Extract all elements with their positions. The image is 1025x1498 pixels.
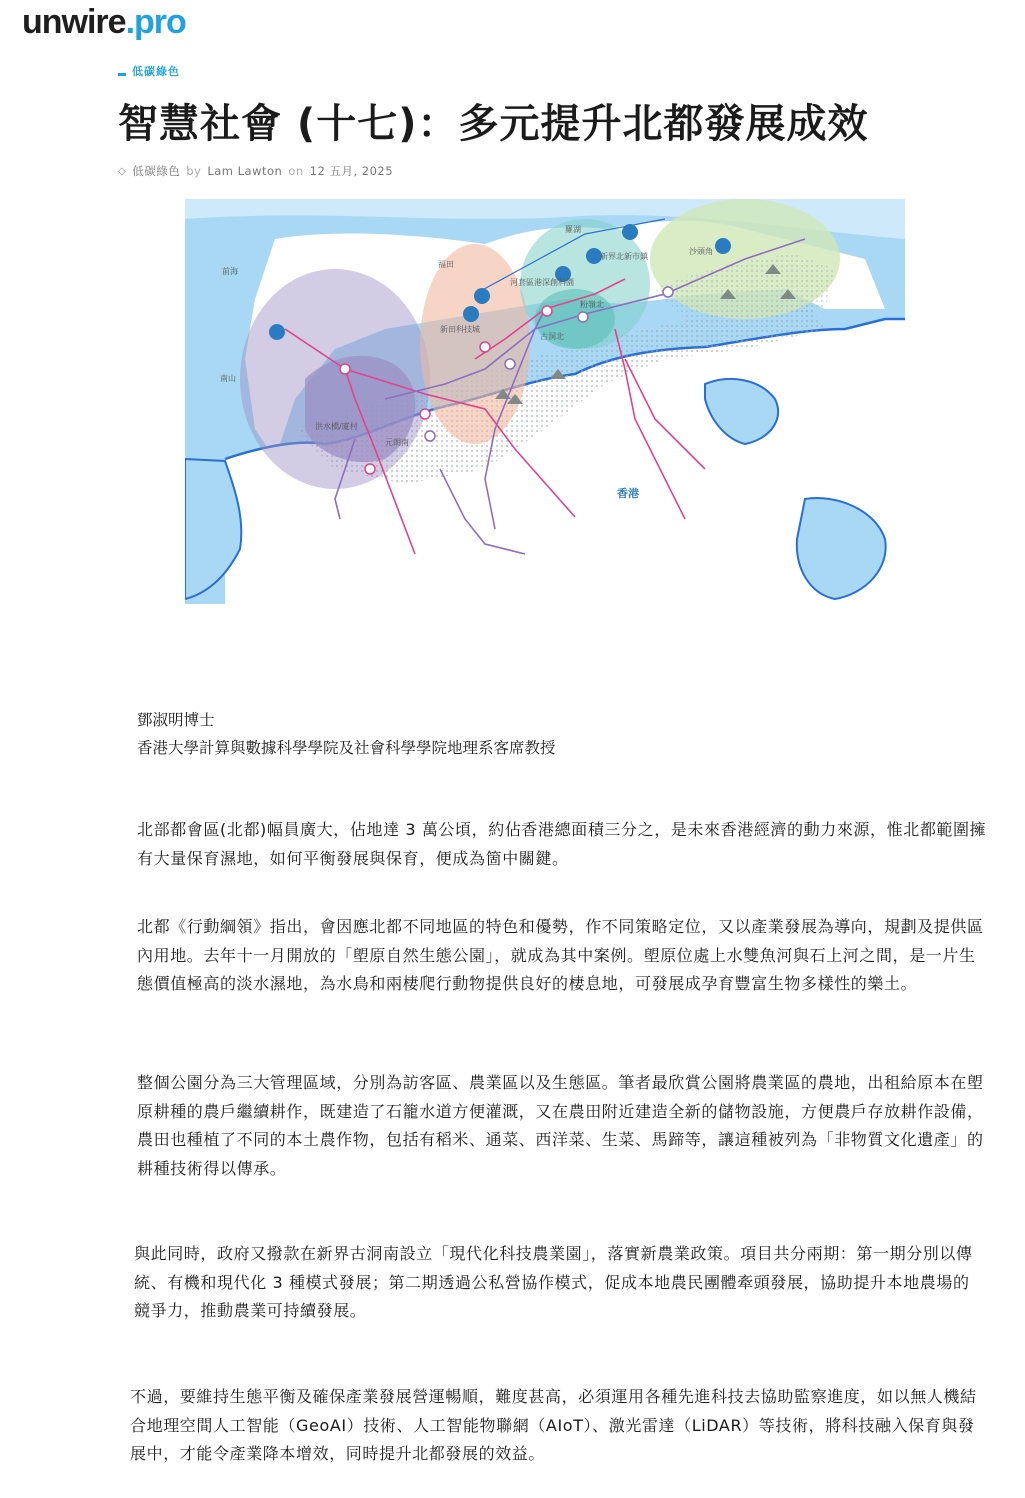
northern-metropolis-map: [185, 199, 905, 604]
logo-suffix: .pro: [125, 3, 186, 41]
meta-date: 12 五月, 2025: [309, 164, 394, 178]
paragraph-1: 北部都會區(北都)幅員廣大，佔地達 3 萬公頃，約佔香港總面積三分之，是未來香港經濟的動力來源，惟北都範圍擁有大量保育濕地，如何平衡發展與保育，便成為箇中關鍵。: [137, 820, 987, 868]
label-xinjie: 新界北新市鎮: [600, 252, 648, 261]
paragraph-4: 與此同時，政府又撥款在新界古洞南設立「現代化科技農業園」，落實新農業政策。項目共分兩期：第一期分別以傳統、有機和現代化 3 種模式發展；第二期透過公私營協作模式，促成本地農民團體牽頭發展，協助提升本地農場的競爭力，推動農業可持續發展。: [134, 1244, 973, 1320]
author-block: [137, 706, 556, 762]
label-qianhai: 前海: [222, 267, 238, 276]
label-shatoujiao: 沙頭角: [689, 247, 713, 256]
article-meta: [118, 163, 393, 179]
label-hetao: 河套區港深創科園: [510, 278, 574, 287]
meta-on: on: [288, 164, 304, 178]
category-diamond-icon: ◇: [118, 165, 127, 177]
label-kwutung: 古洞北: [540, 332, 564, 341]
category-tag[interactable]: [118, 63, 180, 79]
label-yuenlongsouth: 元朗南: [385, 438, 409, 447]
paragraph-2: 北都《行動綱領》指出，會因應北都不同地區的特色和優勢，作不同策略定位，又以產業發展為導向，規劃及提供區內用地。去年十一月開放的「塱原自然生態公園」，就成為其中案例。塱原位處上水雙魚河與石上河之間，是一片生態價值極高的淡水濕地，為水鳥和兩棲爬行動物提供良好的棲息地，可發展成孕育豐富生物多樣性的樂土。: [137, 917, 984, 993]
label-luohu: 羅湖: [565, 225, 581, 234]
category-label: 低碳綠色: [132, 65, 180, 78]
label-santin: 新田科技城: [440, 325, 480, 334]
meta-by: by: [186, 164, 202, 178]
paragraph-5: 不過，要維持生態平衡及確保產業發展營運暢順，難度甚高，必須運用各種先進科技去協助監察進度，如以無人機結合地理空間人工智能（GeoAI）技術、人工智能物聯網（AIoT）、激光雷達（LiDAR）等技術，將科技融入保育與發展中，才能令產業降本增效，同時提升北都發展的效益。: [130, 1387, 977, 1463]
label-fanling: 粉嶺北: [580, 300, 604, 309]
pink-zone: [420, 244, 530, 444]
author-name: 鄧淑明博士: [137, 711, 215, 729]
category-dash: [118, 73, 126, 76]
logo-main: unwire: [22, 3, 126, 41]
site-logo[interactable]: [22, 3, 186, 42]
label-hongkong: 香港: [617, 487, 639, 500]
paragraph-3: 整個公園分為三大管理區域，分別為訪客區、農業區以及生態區。筆者最欣賞公園將農業區的農地，出租給原本在塱原耕種的農戶繼續耕作，既建造了石籠水道方便灌溉，又在農田附近建造全新的儲物設施，方便農戶存放耕作設備，農田也種植了不同的本土農作物，包括有稻米、通菜、西洋菜、生菜、馬蹄等，讓這種被列為「非物質文化遺產」的耕種技術得以傳承。: [137, 1073, 984, 1178]
label-futian: 福田: [438, 260, 454, 269]
meta-author[interactable]: Lam Lawton: [207, 164, 283, 178]
label-nanshan: 南山: [220, 374, 236, 383]
meta-category[interactable]: 低碳綠色: [132, 164, 181, 178]
article-title: 智慧社會 (十七)：多元提升北都發展成效: [118, 101, 869, 147]
author-title: 香港大學計算與數據科學學院及社會科學學院地理系客席教授: [137, 739, 556, 757]
label-hongshuiqiao: 洪水橋/廈村: [315, 422, 358, 431]
